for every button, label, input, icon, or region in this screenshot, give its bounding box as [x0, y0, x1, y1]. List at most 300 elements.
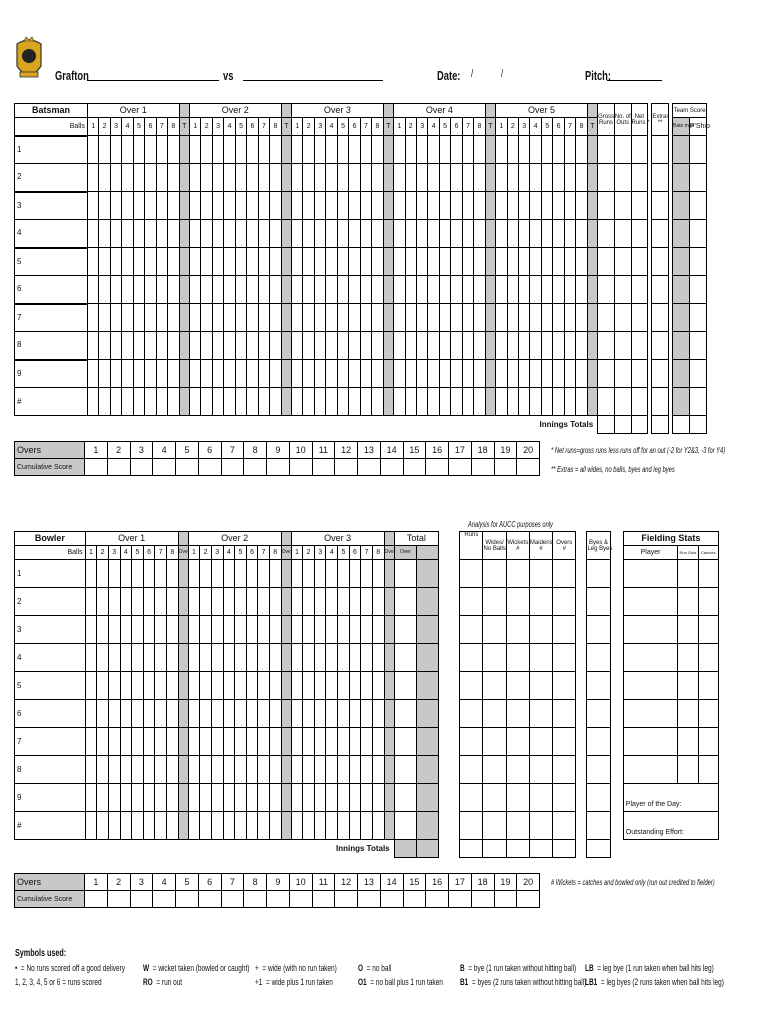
bowling-over-cell[interactable]: [281, 560, 291, 588]
bowling-ball-cell[interactable]: [246, 700, 258, 728]
opponent-name-line[interactable]: [243, 80, 383, 81]
ball-cell[interactable]: [416, 332, 427, 360]
bowling-ball-cell[interactable]: [200, 728, 212, 756]
ball-cell[interactable]: [576, 164, 587, 192]
bowler-total-shade[interactable]: [416, 784, 438, 812]
ball-cell[interactable]: [541, 304, 552, 332]
bowling-ball-cell[interactable]: [314, 784, 326, 812]
cumulative-score-cell[interactable]: [198, 891, 221, 908]
bowling-ball-cell[interactable]: [97, 756, 109, 784]
bowling-ball-cell[interactable]: [326, 644, 338, 672]
total-gross-cell[interactable]: [598, 416, 615, 434]
ball-cell[interactable]: [428, 164, 439, 192]
byes-total-cell[interactable]: [587, 840, 610, 858]
ball-cell[interactable]: [145, 136, 156, 164]
ball-cell[interactable]: [474, 248, 485, 276]
ball-cell[interactable]: [247, 220, 258, 248]
bowling-ball-cell[interactable]: [235, 560, 247, 588]
analysis-cell[interactable]: [506, 644, 529, 672]
pship-cell[interactable]: [689, 304, 706, 332]
bowling-ball-cell[interactable]: [303, 588, 315, 616]
ball-cell[interactable]: [564, 332, 575, 360]
analysis-cell[interactable]: [460, 700, 483, 728]
ball-cell[interactable]: [394, 388, 405, 416]
cumulative-score-cell[interactable]: [449, 891, 472, 908]
ball-cell[interactable]: [133, 276, 144, 304]
ball-cell[interactable]: [87, 136, 98, 164]
ball-cell[interactable]: [99, 136, 110, 164]
gross-runs-cell[interactable]: [598, 360, 615, 388]
ball-cell[interactable]: [428, 388, 439, 416]
ball-cell[interactable]: [428, 304, 439, 332]
analysis-cell[interactable]: [529, 700, 552, 728]
ball-cell[interactable]: [168, 360, 179, 388]
bowling-ball-cell[interactable]: [188, 700, 200, 728]
ball-cell[interactable]: [292, 304, 303, 332]
ball-cell[interactable]: [110, 220, 121, 248]
ball-cell[interactable]: [372, 276, 383, 304]
analysis-cell[interactable]: [460, 560, 483, 588]
cumulative-score-cell[interactable]: [176, 459, 199, 476]
pship-cell[interactable]: [689, 332, 706, 360]
bowling-over-cell[interactable]: [178, 644, 188, 672]
bowling-ball-cell[interactable]: [246, 672, 258, 700]
ball-cell[interactable]: [462, 248, 473, 276]
bowling-ball-cell[interactable]: [258, 644, 270, 672]
ball-cell[interactable]: [270, 220, 281, 248]
ball-cell[interactable]: [235, 276, 246, 304]
bowling-ball-cell[interactable]: [155, 616, 167, 644]
bowler-name-cell[interactable]: [15, 700, 86, 728]
bowling-ball-cell[interactable]: [143, 672, 155, 700]
bowling-ball-cell[interactable]: [361, 784, 373, 812]
bowling-over-cell[interactable]: [384, 728, 394, 756]
bowling-ball-cell[interactable]: [143, 616, 155, 644]
ball-cell[interactable]: [360, 304, 371, 332]
ball-cell[interactable]: [496, 136, 507, 164]
cumulative-score-cell[interactable]: [403, 891, 426, 908]
analysis-cell[interactable]: [483, 616, 506, 644]
bowling-ball-cell[interactable]: [132, 756, 144, 784]
bowling-ball-cell[interactable]: [326, 700, 338, 728]
over-total-cell[interactable]: [179, 192, 189, 220]
bowling-ball-cell[interactable]: [108, 588, 120, 616]
over-total-cell[interactable]: [485, 248, 495, 276]
gross-runs-cell[interactable]: [598, 136, 615, 164]
bowling-ball-cell[interactable]: [132, 616, 144, 644]
analysis-cell[interactable]: [529, 728, 552, 756]
ball-cell[interactable]: [314, 164, 325, 192]
ball-cell[interactable]: [451, 276, 462, 304]
bowler-total-shade[interactable]: [416, 700, 438, 728]
analysis-cell[interactable]: [506, 672, 529, 700]
ball-cell[interactable]: [258, 360, 269, 388]
over-total-cell[interactable]: [281, 360, 291, 388]
gross-runs-cell[interactable]: [598, 388, 615, 416]
bowling-ball-cell[interactable]: [166, 756, 178, 784]
bowling-ball-cell[interactable]: [349, 756, 361, 784]
fielder-player-cell[interactable]: [623, 756, 678, 784]
cumulative-score-cell[interactable]: [403, 459, 426, 476]
ball-cell[interactable]: [292, 248, 303, 276]
bowling-ball-cell[interactable]: [211, 588, 223, 616]
bowling-ball-cell[interactable]: [349, 616, 361, 644]
extras-cell[interactable]: [652, 248, 669, 276]
ball-cell[interactable]: [235, 304, 246, 332]
ball-cell[interactable]: [122, 164, 133, 192]
bowling-ball-cell[interactable]: [291, 728, 303, 756]
bowling-ball-cell[interactable]: [338, 560, 350, 588]
bowling-ball-cell[interactable]: [143, 784, 155, 812]
ball-cell[interactable]: [189, 360, 200, 388]
ball-cell[interactable]: [372, 220, 383, 248]
fielder-runouts-cell[interactable]: [678, 588, 698, 616]
byes-cell[interactable]: [587, 588, 610, 616]
ball-cell[interactable]: [349, 220, 360, 248]
ball-cell[interactable]: [133, 220, 144, 248]
bowling-ball-cell[interactable]: [211, 644, 223, 672]
ball-cell[interactable]: [156, 360, 167, 388]
over-total-cell[interactable]: [179, 388, 189, 416]
ball-cell[interactable]: [394, 192, 405, 220]
ball-cell[interactable]: [110, 304, 121, 332]
ball-cell[interactable]: [326, 332, 337, 360]
ball-cell[interactable]: [541, 388, 552, 416]
analysis-cell[interactable]: [506, 616, 529, 644]
over-total-cell[interactable]: [281, 276, 291, 304]
ball-cell[interactable]: [122, 276, 133, 304]
ball-cell[interactable]: [372, 388, 383, 416]
bowler-total-cell[interactable]: [394, 728, 416, 756]
cumulative-score-cell[interactable]: [289, 459, 312, 476]
bowling-ball-cell[interactable]: [291, 616, 303, 644]
ball-cell[interactable]: [337, 192, 348, 220]
bowling-ball-cell[interactable]: [97, 616, 109, 644]
ball-cell[interactable]: [349, 192, 360, 220]
bowling-ball-cell[interactable]: [258, 588, 270, 616]
ball-cell[interactable]: [122, 192, 133, 220]
cumulative-score-cell[interactable]: [312, 891, 335, 908]
ball-cell[interactable]: [451, 192, 462, 220]
ball-cell[interactable]: [258, 164, 269, 192]
bowling-ball-cell[interactable]: [97, 812, 109, 840]
cumulative-score-cell[interactable]: [426, 891, 449, 908]
net-runs-cell[interactable]: [631, 248, 648, 276]
byes-cell[interactable]: [587, 700, 610, 728]
bowling-ball-cell[interactable]: [303, 644, 315, 672]
bowler-name-cell[interactable]: [15, 560, 86, 588]
ball-cell[interactable]: [110, 332, 121, 360]
bowling-ball-cell[interactable]: [120, 756, 132, 784]
fielder-runouts-cell[interactable]: [678, 756, 698, 784]
bowling-ball-cell[interactable]: [291, 560, 303, 588]
bowling-ball-cell[interactable]: [143, 700, 155, 728]
ball-cell[interactable]: [201, 248, 212, 276]
bowling-ball-cell[interactable]: [143, 560, 155, 588]
bowling-ball-cell[interactable]: [200, 616, 212, 644]
ball-cell[interactable]: [462, 136, 473, 164]
bowling-over-cell[interactable]: [281, 588, 291, 616]
cumulative-score-cell[interactable]: [494, 459, 517, 476]
ball-cell[interactable]: [292, 136, 303, 164]
bowling-ball-cell[interactable]: [188, 644, 200, 672]
bowling-ball-cell[interactable]: [143, 812, 155, 840]
ball-cell[interactable]: [405, 332, 416, 360]
cumulative-score-cell[interactable]: [358, 891, 381, 908]
analysis-cell[interactable]: [553, 812, 576, 840]
ball-cell[interactable]: [235, 360, 246, 388]
ball-cell[interactable]: [326, 304, 337, 332]
fielder-player-cell[interactable]: [623, 728, 678, 756]
over-total-cell[interactable]: [485, 388, 495, 416]
ball-cell[interactable]: [462, 164, 473, 192]
bowling-ball-cell[interactable]: [269, 812, 281, 840]
ball-cell[interactable]: [156, 276, 167, 304]
cumulative-score-cell[interactable]: [267, 891, 290, 908]
total-net-cell[interactable]: [631, 416, 648, 434]
over-total-cell[interactable]: [281, 192, 291, 220]
over-total-cell[interactable]: [587, 332, 597, 360]
bowling-ball-cell[interactable]: [269, 784, 281, 812]
bowling-ball-cell[interactable]: [246, 728, 258, 756]
bowling-ball-cell[interactable]: [85, 812, 97, 840]
batsman-name-cell[interactable]: [15, 164, 88, 192]
ball-cell[interactable]: [439, 332, 450, 360]
ball-cell[interactable]: [507, 164, 518, 192]
analysis-cell[interactable]: [483, 700, 506, 728]
analysis-cell[interactable]: [529, 588, 552, 616]
ball-cell[interactable]: [303, 248, 314, 276]
ball-cell[interactable]: [360, 388, 371, 416]
ball-cell[interactable]: [247, 192, 258, 220]
ball-cell[interactable]: [530, 276, 541, 304]
bowling-ball-cell[interactable]: [85, 700, 97, 728]
bowling-over-cell[interactable]: [178, 616, 188, 644]
ball-cell[interactable]: [87, 360, 98, 388]
cumulative-score-cell[interactable]: [471, 459, 494, 476]
analysis-cell[interactable]: [460, 588, 483, 616]
ball-cell[interactable]: [133, 332, 144, 360]
bowling-ball-cell[interactable]: [291, 700, 303, 728]
over-total-cell[interactable]: [587, 192, 597, 220]
over-total-cell[interactable]: [281, 136, 291, 164]
ball-cell[interactable]: [405, 164, 416, 192]
ball-cell[interactable]: [212, 304, 223, 332]
ball-cell[interactable]: [258, 248, 269, 276]
ball-cell[interactable]: [224, 136, 235, 164]
outs-cell[interactable]: [614, 388, 631, 416]
ball-cell[interactable]: [212, 332, 223, 360]
net-runs-cell[interactable]: [631, 332, 648, 360]
ball-cell[interactable]: [394, 304, 405, 332]
net-runs-cell[interactable]: [631, 164, 648, 192]
bowling-ball-cell[interactable]: [246, 812, 258, 840]
ball-cell[interactable]: [87, 248, 98, 276]
ball-cell[interactable]: [462, 360, 473, 388]
ball-cell[interactable]: [303, 360, 314, 388]
ball-cell[interactable]: [474, 276, 485, 304]
ball-cell[interactable]: [519, 276, 530, 304]
bowling-ball-cell[interactable]: [235, 672, 247, 700]
ball-cell[interactable]: [553, 248, 564, 276]
ball-cell[interactable]: [496, 164, 507, 192]
bowling-ball-cell[interactable]: [155, 672, 167, 700]
ball-cell[interactable]: [349, 360, 360, 388]
ball-cell[interactable]: [405, 360, 416, 388]
ball-cell[interactable]: [235, 248, 246, 276]
bowling-ball-cell[interactable]: [85, 644, 97, 672]
ball-cell[interactable]: [292, 388, 303, 416]
ball-cell[interactable]: [224, 360, 235, 388]
total-outs-cell[interactable]: [614, 416, 631, 434]
bowler-total-cell[interactable]: [394, 784, 416, 812]
analysis-cell[interactable]: [483, 560, 506, 588]
cumulative-score-cell[interactable]: [244, 891, 267, 908]
ball-cell[interactable]: [122, 248, 133, 276]
over-total-cell[interactable]: [383, 220, 393, 248]
ball-cell[interactable]: [224, 164, 235, 192]
ball-cell[interactable]: [519, 388, 530, 416]
ball-cell[interactable]: [156, 388, 167, 416]
gross-runs-cell[interactable]: [598, 220, 615, 248]
bowler-total-shade[interactable]: [416, 728, 438, 756]
over-total-cell[interactable]: [485, 136, 495, 164]
outs-cell[interactable]: [614, 136, 631, 164]
total-extras-cell[interactable]: [652, 416, 669, 434]
ball-cell[interactable]: [416, 192, 427, 220]
over-total-cell[interactable]: [179, 220, 189, 248]
bowling-ball-cell[interactable]: [85, 560, 97, 588]
fielder-runouts-cell[interactable]: [678, 560, 698, 588]
ball-cell[interactable]: [326, 136, 337, 164]
ball-cell[interactable]: [326, 388, 337, 416]
bowling-ball-cell[interactable]: [132, 812, 144, 840]
over-total-cell[interactable]: [587, 360, 597, 388]
bowling-ball-cell[interactable]: [223, 588, 235, 616]
bowling-ball-cell[interactable]: [361, 560, 373, 588]
ball-cell[interactable]: [110, 276, 121, 304]
ball-cell[interactable]: [337, 276, 348, 304]
analysis-total-cell[interactable]: [506, 840, 529, 858]
ball-cell[interactable]: [201, 332, 212, 360]
bowling-ball-cell[interactable]: [303, 756, 315, 784]
bowling-ball-cell[interactable]: [108, 756, 120, 784]
analysis-cell[interactable]: [553, 644, 576, 672]
analysis-cell[interactable]: [529, 616, 552, 644]
analysis-cell[interactable]: [460, 672, 483, 700]
batsman-name-cell[interactable]: [15, 360, 88, 388]
ball-cell[interactable]: [405, 192, 416, 220]
ball-cell[interactable]: [326, 248, 337, 276]
ball-cell[interactable]: [201, 136, 212, 164]
ball-cell[interactable]: [303, 164, 314, 192]
cumulative-score-cell[interactable]: [244, 459, 267, 476]
net-runs-cell[interactable]: [631, 360, 648, 388]
extras-cell[interactable]: [652, 388, 669, 416]
fielder-catches-cell[interactable]: [698, 560, 718, 588]
analysis-cell[interactable]: [553, 616, 576, 644]
bowling-ball-cell[interactable]: [132, 700, 144, 728]
ball-cell[interactable]: [564, 192, 575, 220]
ball-cell[interactable]: [553, 388, 564, 416]
bowling-ball-cell[interactable]: [235, 728, 247, 756]
bowling-total-sum-shade[interactable]: [416, 840, 438, 858]
cumulative-score-cell[interactable]: [130, 891, 153, 908]
analysis-total-cell[interactable]: [529, 840, 552, 858]
over-total-cell[interactable]: [587, 276, 597, 304]
bowler-total-cell[interactable]: [394, 812, 416, 840]
ball-cell[interactable]: [462, 332, 473, 360]
ball-cell[interactable]: [519, 192, 530, 220]
ball-cell[interactable]: [576, 136, 587, 164]
cumulative-score-cell[interactable]: [85, 459, 108, 476]
ball-cell[interactable]: [110, 388, 121, 416]
ball-cell[interactable]: [87, 304, 98, 332]
ball-cell[interactable]: [303, 388, 314, 416]
bowling-ball-cell[interactable]: [97, 700, 109, 728]
bowler-name-cell[interactable]: [15, 672, 86, 700]
bowling-ball-cell[interactable]: [372, 644, 384, 672]
ball-cell[interactable]: [530, 360, 541, 388]
ball-cell[interactable]: [530, 136, 541, 164]
ball-cell[interactable]: [564, 220, 575, 248]
bowling-ball-cell[interactable]: [314, 756, 326, 784]
ball-cell[interactable]: [428, 220, 439, 248]
analysis-cell[interactable]: [553, 700, 576, 728]
bowler-total-cell[interactable]: [394, 672, 416, 700]
ball-cell[interactable]: [201, 276, 212, 304]
bowling-ball-cell[interactable]: [155, 784, 167, 812]
bowling-ball-cell[interactable]: [338, 644, 350, 672]
cumulative-score-cell[interactable]: [221, 891, 244, 908]
batsman-name-cell[interactable]: [15, 248, 88, 276]
batsman-name-cell[interactable]: [15, 332, 88, 360]
bowling-ball-cell[interactable]: [258, 728, 270, 756]
ball-cell[interactable]: [519, 304, 530, 332]
bowling-ball-cell[interactable]: [166, 672, 178, 700]
ball-cell[interactable]: [507, 220, 518, 248]
bowling-ball-cell[interactable]: [291, 588, 303, 616]
ball-cell[interactable]: [519, 164, 530, 192]
bowling-ball-cell[interactable]: [291, 672, 303, 700]
analysis-cell[interactable]: [483, 644, 506, 672]
ball-cell[interactable]: [564, 360, 575, 388]
bowling-ball-cell[interactable]: [120, 728, 132, 756]
pitch-line[interactable]: [607, 80, 662, 81]
cumulative-score-cell[interactable]: [471, 891, 494, 908]
bowling-ball-cell[interactable]: [132, 560, 144, 588]
bowling-ball-cell[interactable]: [166, 644, 178, 672]
ball-cell[interactable]: [530, 192, 541, 220]
over-total-cell[interactable]: [587, 248, 597, 276]
ball-cell[interactable]: [189, 304, 200, 332]
ball-cell[interactable]: [416, 360, 427, 388]
bowling-ball-cell[interactable]: [120, 644, 132, 672]
fielder-catches-cell[interactable]: [698, 588, 718, 616]
bowling-ball-cell[interactable]: [269, 644, 281, 672]
ball-cell[interactable]: [314, 304, 325, 332]
bowling-ball-cell[interactable]: [200, 588, 212, 616]
bowling-ball-cell[interactable]: [246, 560, 258, 588]
bowling-ball-cell[interactable]: [108, 728, 120, 756]
ball-cell[interactable]: [292, 164, 303, 192]
bowling-ball-cell[interactable]: [120, 588, 132, 616]
bowling-ball-cell[interactable]: [372, 560, 384, 588]
bowling-ball-cell[interactable]: [97, 672, 109, 700]
ball-cell[interactable]: [168, 388, 179, 416]
ball-cell[interactable]: [474, 388, 485, 416]
ball-cell[interactable]: [247, 332, 258, 360]
